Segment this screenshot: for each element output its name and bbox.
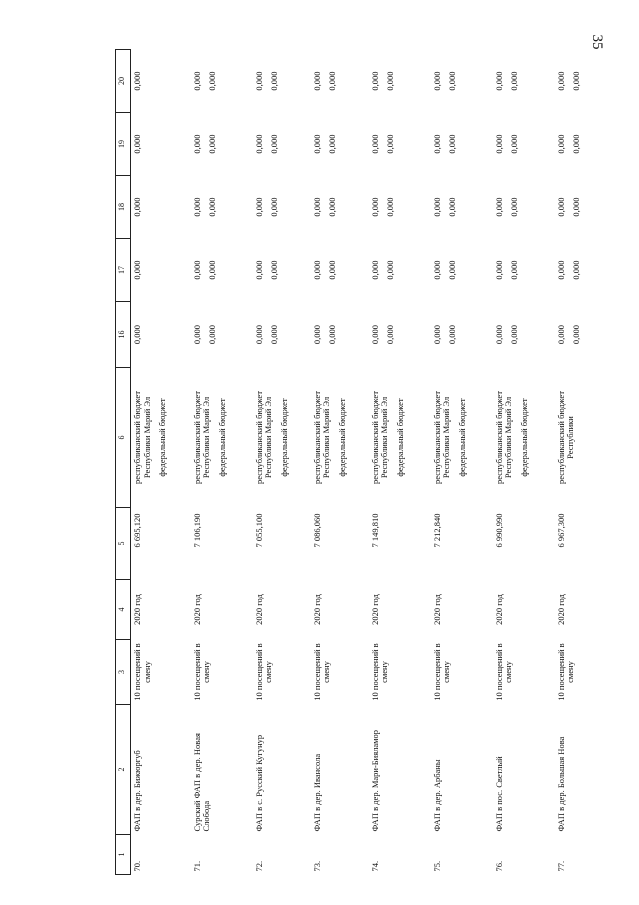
value: 0,000 (311, 324, 322, 345)
value-cell (555, 239, 611, 302)
facility-name: ФАП в с. Русский Кугунур (253, 734, 264, 832)
value: 0,000 (207, 71, 217, 91)
value: 0,000 (369, 197, 380, 217)
value-cell (431, 239, 493, 302)
value: 0,000 (447, 197, 457, 217)
value-cell (131, 302, 191, 368)
table-row (253, 50, 311, 875)
table-row (311, 50, 369, 875)
value: 0,000 (555, 71, 566, 91)
value-cell (369, 113, 431, 176)
funding-sources (431, 368, 493, 508)
value-cell (493, 113, 555, 176)
funding-source: республиканский бюджет Республики Марий Эл (191, 391, 211, 484)
value-cell (311, 113, 369, 176)
value-cell (191, 113, 253, 176)
facility-capacity: 10 посещений в смену (493, 643, 513, 701)
funding-source: республиканский бюджет Республики (555, 391, 575, 484)
commission-year: 2020 год (369, 594, 380, 625)
column-header: 18 (116, 176, 131, 239)
funding-source: федеральный бюджет (394, 398, 405, 477)
value: 0,000 (132, 324, 142, 345)
value-cell (431, 176, 493, 239)
row-number: 71. (191, 860, 202, 872)
value: 0,000 (431, 71, 442, 91)
funding-sources (493, 368, 555, 508)
value-cell (191, 302, 253, 368)
value: 0,000 (493, 324, 504, 345)
commission-year: 2020 год (311, 594, 322, 625)
value: 0,000 (369, 134, 380, 154)
facility-name: ФАП в дер. Бижюргуб (132, 750, 142, 832)
value-cell (311, 239, 369, 302)
value: 0,000 (385, 260, 395, 280)
funding-source: федеральный бюджет (157, 398, 167, 477)
value: 0,000 (327, 71, 337, 91)
column-header: 4 (116, 580, 131, 640)
column-header: 1 (116, 835, 131, 875)
funding-source: федеральный бюджет (456, 398, 467, 477)
value-cell (431, 50, 493, 113)
column-number-row (116, 50, 131, 875)
value: 0,000 (253, 134, 264, 154)
row-number: 76. (493, 860, 504, 872)
estimated-cost: 7 086,060 (311, 513, 322, 548)
row-number: 74. (369, 860, 380, 872)
value: 0,000 (571, 134, 581, 154)
value: 0,000 (191, 134, 202, 154)
value: 0,000 (311, 197, 322, 217)
value-cell (253, 176, 311, 239)
facility-capacity: 10 посещений в смену (191, 643, 211, 701)
value: 0,000 (447, 71, 457, 91)
column-header: 6 (116, 368, 131, 508)
value-cell (311, 176, 369, 239)
facility-capacity: 10 посещений в смену (555, 643, 575, 701)
commission-year: 2020 год (253, 594, 264, 625)
value: 0,000 (555, 197, 566, 217)
value: 0,000 (431, 134, 442, 154)
value: 0,000 (447, 134, 457, 154)
value-cell (253, 239, 311, 302)
funding-source: федеральный бюджет (216, 398, 227, 477)
column-header: 20 (116, 50, 131, 113)
rotated-table-container (115, 50, 581, 875)
value-cell (131, 176, 191, 239)
value-cell (191, 50, 253, 113)
value: 0,000 (327, 324, 337, 345)
commission-year: 2020 год (132, 594, 142, 625)
value-cell (493, 302, 555, 368)
value: 0,000 (509, 71, 519, 91)
value: 0,000 (269, 71, 279, 91)
value: 0,000 (431, 324, 442, 345)
page-number: 35 (589, 34, 605, 50)
row-number: 73. (311, 860, 322, 872)
value: 0,000 (269, 260, 279, 280)
facility-capacity: 10 посещений в смену (132, 643, 152, 701)
value: 0,000 (493, 71, 504, 91)
commission-year: 2020 год (493, 594, 504, 625)
value: 0,000 (132, 134, 142, 154)
value: 0,000 (571, 260, 581, 280)
value: 0,000 (369, 260, 380, 280)
value: 0,000 (369, 324, 380, 345)
facility-name: Сурский ФАП в дер. Новая Слобода (191, 733, 211, 832)
value-cell (369, 302, 431, 368)
funding-sources (131, 368, 191, 508)
table-body (131, 50, 611, 875)
table-row (191, 50, 253, 875)
table-row (493, 50, 555, 875)
value-cell (253, 113, 311, 176)
row-number: 75. (431, 860, 442, 872)
column-header: 3 (116, 640, 131, 705)
value: 0,000 (385, 71, 395, 91)
value: 0,000 (191, 71, 202, 91)
value: 0,000 (269, 324, 279, 345)
value: 0,000 (253, 197, 264, 217)
value-cell (431, 302, 493, 368)
column-header: 16 (116, 302, 131, 368)
row-number: 77. (555, 860, 566, 872)
column-header: 2 (116, 705, 131, 835)
estimated-cost: 7 212,840 (431, 513, 442, 548)
funding-source: республиканский бюджет Республики Марий Эл (253, 391, 273, 484)
funding-sources (191, 368, 253, 508)
value-cell (311, 50, 369, 113)
value: 0,000 (493, 134, 504, 154)
column-header: 19 (116, 113, 131, 176)
estimated-cost: 7 106,190 (191, 513, 202, 548)
funding-source: республиканский бюджет Республики Марий Эл (311, 391, 331, 484)
value: 0,000 (191, 197, 202, 217)
facility-capacity: 10 посещений в смену (369, 643, 389, 701)
value: 0,000 (327, 197, 337, 217)
facility-name: ФАП в пос. Светлый (493, 756, 504, 832)
value: 0,000 (493, 197, 504, 217)
funding-sources (555, 368, 611, 508)
value: 0,000 (207, 260, 217, 280)
value: 0,000 (369, 71, 380, 91)
funding-source: федеральный бюджет (518, 398, 529, 477)
value: 0,000 (385, 197, 395, 217)
value: 0,000 (311, 260, 322, 280)
value-cell (493, 50, 555, 113)
value-cell (555, 50, 611, 113)
table-row (369, 50, 431, 875)
value-cell (493, 176, 555, 239)
estimated-cost: 7 149,810 (369, 513, 380, 548)
estimated-cost: 6 695,120 (132, 513, 142, 548)
commission-year: 2020 год (191, 594, 202, 625)
row-number: 72. (253, 860, 264, 872)
value: 0,000 (509, 197, 519, 217)
estimated-cost: 7 055,100 (253, 513, 264, 548)
funding-sources (369, 368, 431, 508)
funding-source: республиканский бюджет Республики Марий Эл (431, 391, 451, 484)
commission-year: 2020 год (431, 594, 442, 625)
estimated-cost: 6 967,300 (555, 513, 566, 548)
value-cell (191, 176, 253, 239)
value-cell (253, 302, 311, 368)
value: 0,000 (191, 324, 202, 345)
facility-capacity: 10 посещений в смену (253, 643, 273, 701)
value-cell (131, 239, 191, 302)
value: 0,000 (555, 324, 566, 345)
funding-sources (311, 368, 369, 508)
value-cell (555, 302, 611, 368)
facility-name: ФАП в дер. Ивансола (311, 753, 322, 832)
value: 0,000 (493, 260, 504, 280)
value: 0,000 (571, 71, 581, 91)
value-cell (369, 176, 431, 239)
value: 0,000 (207, 134, 217, 154)
value: 0,000 (207, 197, 217, 217)
value-cell (131, 113, 191, 176)
value-cell (431, 113, 493, 176)
value: 0,000 (431, 197, 442, 217)
commission-year: 2020 год (555, 594, 566, 625)
value: 0,000 (509, 134, 519, 154)
value: 0,000 (132, 260, 142, 280)
funding-source: республиканский бюджет Республики Марий Эл (493, 391, 513, 484)
value: 0,000 (132, 197, 142, 217)
value-cell (555, 113, 611, 176)
value: 0,000 (447, 260, 457, 280)
value: 0,000 (571, 197, 581, 217)
funding-source: федеральный бюджет (336, 398, 347, 477)
value: 0,000 (269, 197, 279, 217)
value: 0,000 (571, 324, 581, 345)
value: 0,000 (327, 134, 337, 154)
value-cell (253, 50, 311, 113)
facilities-table (115, 49, 611, 875)
table-row (431, 50, 493, 875)
value: 0,000 (555, 134, 566, 154)
funding-source: федеральный бюджет (278, 398, 289, 477)
value-cell (369, 239, 431, 302)
value: 0,000 (431, 260, 442, 280)
value: 0,000 (311, 71, 322, 91)
facility-capacity: 10 посещений в смену (311, 643, 331, 701)
value: 0,000 (253, 324, 264, 345)
facility-name: ФАП в дер. Большая Нова (555, 736, 566, 832)
value-cell (493, 239, 555, 302)
facility-name: ФАП в дер. Арбаны (431, 759, 442, 832)
value: 0,000 (253, 71, 264, 91)
funding-sources (253, 368, 311, 508)
value: 0,000 (509, 324, 519, 345)
estimated-cost: 6 990,990 (493, 513, 504, 548)
value: 0,000 (191, 260, 202, 280)
value: 0,000 (207, 324, 217, 345)
value-cell (555, 176, 611, 239)
value: 0,000 (253, 260, 264, 280)
value-cell (191, 239, 253, 302)
value-cell (311, 302, 369, 368)
value-cell (369, 50, 431, 113)
column-header: 17 (116, 239, 131, 302)
column-header: 5 (116, 508, 131, 580)
value: 0,000 (269, 134, 279, 154)
value: 0,000 (509, 260, 519, 280)
value: 0,000 (385, 324, 395, 345)
value: 0,000 (555, 260, 566, 280)
value: 0,000 (311, 134, 322, 154)
value: 0,000 (447, 324, 457, 345)
value: 0,000 (327, 260, 337, 280)
facility-name: ФАП в дер. Мари-Бияламор (369, 729, 380, 832)
funding-source: республиканский бюджет Республики Марий Эл (132, 391, 152, 484)
value: 0,000 (132, 71, 142, 91)
funding-source: республиканский бюджет Республики Марий Эл (369, 391, 389, 484)
facility-capacity: 10 посещений в смену (431, 643, 451, 701)
table-row (555, 50, 611, 875)
value: 0,000 (385, 134, 395, 154)
value-cell (131, 50, 191, 113)
table-row (131, 50, 191, 875)
row-number: 70. (132, 860, 142, 872)
